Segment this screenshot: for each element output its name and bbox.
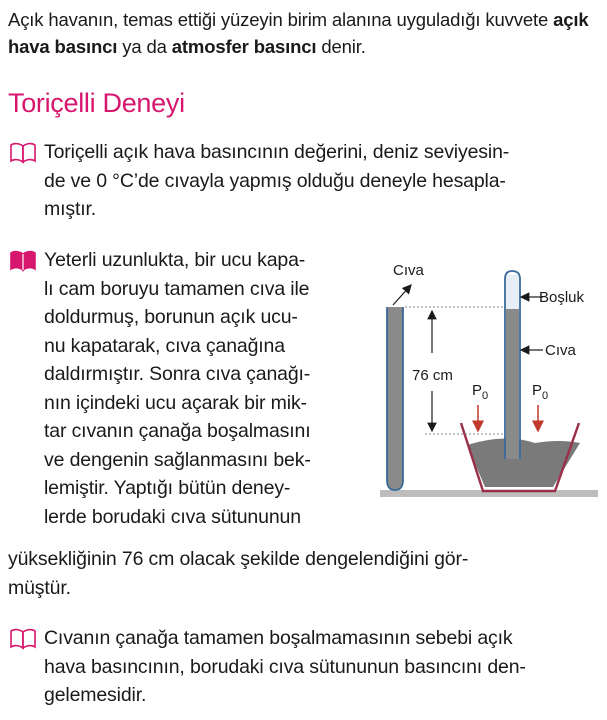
right-tube-vacuum <box>506 275 519 309</box>
paragraph-2-wide <box>8 545 600 602</box>
paragraph-2-line: doldurmuş, borunun açık ucu- <box>44 306 298 328</box>
label-civa-left: Cıva <box>393 262 424 279</box>
paragraph-2-narrow <box>44 246 364 531</box>
paragraph-3 <box>44 624 600 710</box>
paragraph-2-line: nu kapatarak, cıva çanağına <box>44 334 285 357</box>
paragraph-2-line: daldırmıştır. Sonra cıva çanağı- <box>44 363 311 385</box>
open-book-icon <box>9 628 37 650</box>
paragraph-1 <box>44 138 600 224</box>
intro-text-3: denir. <box>316 36 366 57</box>
paragraph-2-line: tar cıvanın çanağa boşalmasını <box>44 420 311 442</box>
intro-paragraph <box>8 6 600 60</box>
open-book-icon <box>9 142 37 164</box>
paragraph-1-line: mıştır. <box>44 198 97 220</box>
paragraph-2-line: lemiştir. Yaptığı bütün deney- <box>44 477 291 499</box>
p0-label-left: $P_0$ <box>472 382 489 402</box>
paragraph-2-line: müştür. <box>8 576 71 599</box>
intro-text-2: ya da <box>117 36 172 57</box>
paragraph-2-line: lerde borudaki cıva sütununun <box>44 505 301 528</box>
term-acik-hava-basinci: açık hava basıncı <box>8 9 589 57</box>
paragraph-3-line: Cıvanın çanağa tamamen boşalmamasının sebebi açık <box>44 627 513 649</box>
paragraph-3-line: hava basıncının, borudaki cıva sütununun basıncını den- <box>44 655 526 678</box>
civa-left-arrow <box>393 285 411 305</box>
term-atmosfer-basinci: atmosfer basıncı <box>171 36 317 57</box>
intro-text-1: Açık havanın, temas ettiği yüzeyin birim alanına uyguladığı kuvvete <box>8 9 554 30</box>
paragraph-2-line: yüksekliğinin 76 cm olacak şekilde dengelendiğini gör- <box>8 548 469 570</box>
label-bosluk: Boşluk <box>539 289 585 306</box>
basin-mercury <box>467 438 580 487</box>
p0-label-right: $P_0$ <box>532 382 549 402</box>
paragraph-2-line: lı cam boruyu tamamen cıva ile <box>44 277 310 300</box>
paragraph-1-line: Toriçelli açık hava basıncının değerini, deniz seviyesin- <box>44 141 510 163</box>
paragraph-3-line: gelemesidir. <box>44 684 147 706</box>
label-civa-right: Cıva <box>545 342 576 359</box>
paragraph-2-line: nın içindeki ucu açarak bir mik- <box>44 391 307 414</box>
paragraph-1-line: de ve 0 °C’de cıvayla yapmış olduğu deneyle hesapla- <box>44 169 506 192</box>
left-tube <box>387 307 403 490</box>
height-label: 76 cm <box>412 367 453 384</box>
closed-book-icon <box>9 250 37 272</box>
right-tube-mercury <box>506 309 519 459</box>
section-title: Toriçelli Deneyi <box>8 88 185 118</box>
paragraph-2-line: ve dengenin sağlanmasını bek- <box>44 448 311 471</box>
paragraph-2-line: Yeterli uzunlukta, bir ucu kapa- <box>44 249 306 271</box>
torricelli-diagram <box>375 255 603 507</box>
